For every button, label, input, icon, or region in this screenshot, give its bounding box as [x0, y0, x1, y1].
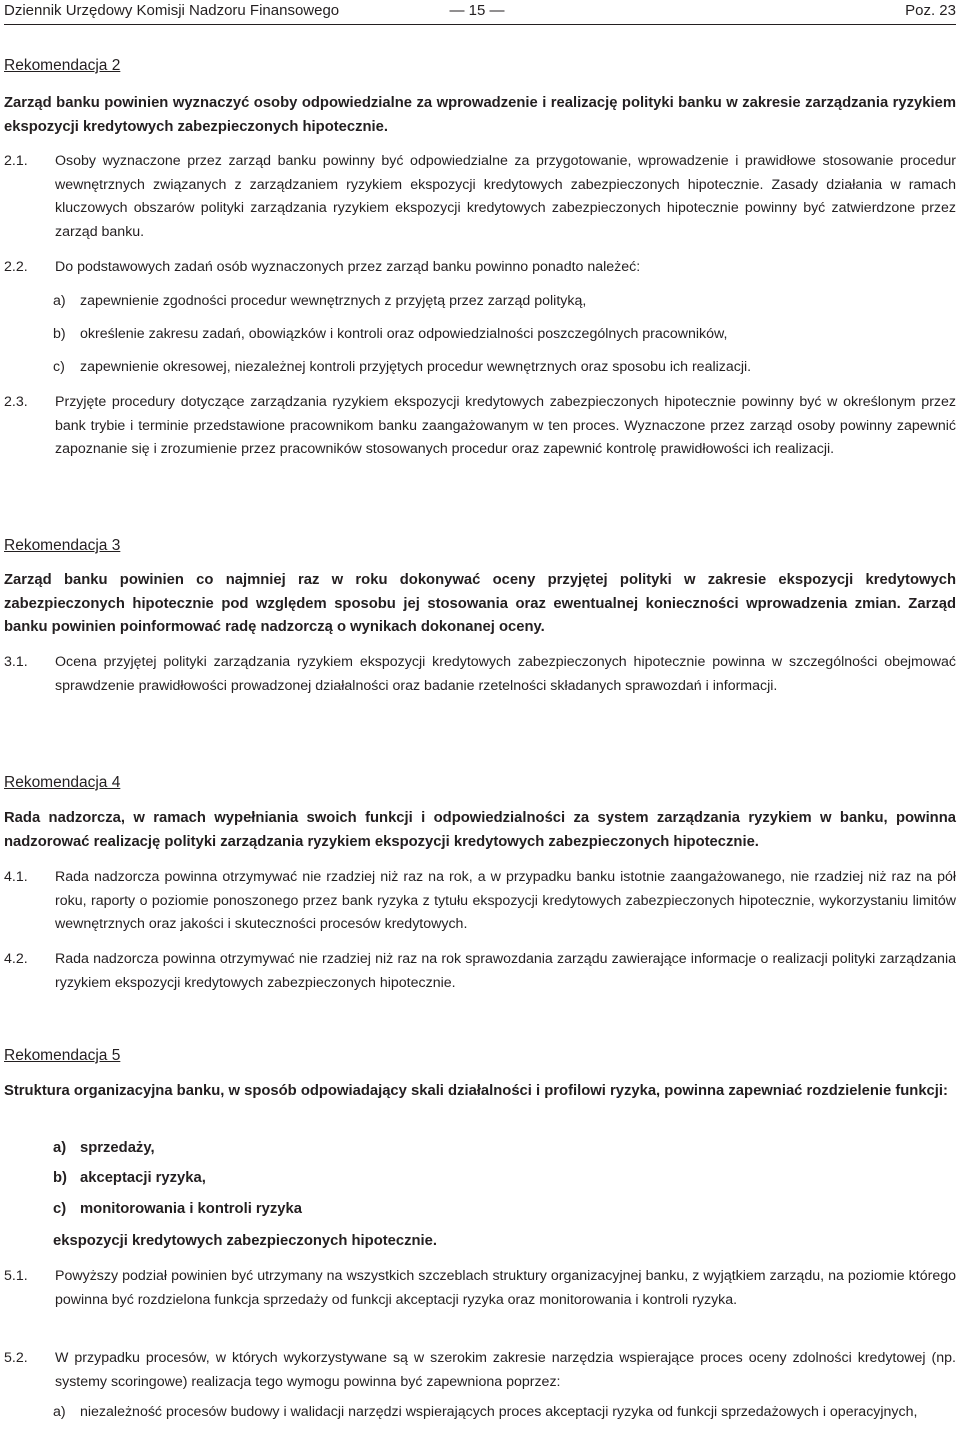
recommendation-2-heading: Rekomendacja 2 — [4, 57, 121, 74]
recommendation-4-heading: Rekomendacja 4 — [4, 774, 121, 791]
list-item-text: niezależność procesów budowy i walidacji narzędzi wspierających proces akceptacji ryzyka od funkcji sprzedażowych i operacyjnych, — [80, 1404, 918, 1420]
list-item-text: zapewnienie okresowej, niezależnej kontroli przyjętych procedur wewnętrznych oraz sposobu ich realizacji. — [80, 359, 752, 375]
section-5-1 — [4, 1265, 956, 1312]
list-item-text: sprzedaży, — [80, 1140, 155, 1156]
list-item-label: b) — [53, 1170, 67, 1186]
journal-title: Dziennik Urzędowy Komisji Nadzoru Finansowego — [4, 2, 340, 19]
list-item-text: określenie zakresu zadań, obowiązków i kontroli oraz odpowiedzialności poszczególnych pracowników, — [80, 326, 728, 342]
recommendation-3-statement: Zarząd banku powinien co najmniej raz w roku dokonywać oceny przyjętej polityki w zakresie ekspozycji kredytowych zabezpieczonych hipotecznie pod względem sposobu jej stosowania oraz ewentualnej konieczności wprowadzenia zmian. Zarząd banku powinien poinformować radę nadzorczą o wynikach dokonanej oceny. — [4, 572, 956, 635]
section-4-1 — [4, 866, 956, 937]
recommendation-2-statement: Zarząd banku powinien wyznaczyć osoby odpowiedzialne za wprowadzenie i realizację polityki banku w zakresie zarządzania ryzykiem ekspozycji kredytowych zabezpieczonych hipotecznie. — [4, 95, 956, 135]
section-3-1 — [4, 651, 956, 698]
recommendation-5-closing: ekspozycji kredytowych zabezpieczonych hipotecznie. — [53, 1233, 438, 1249]
list-item — [53, 1198, 955, 1222]
section-text: Do podstawowych zadań osób wyznaczonych przez zarząd banku powinno ponadto należeć: — [55, 259, 641, 275]
list-item — [53, 323, 955, 347]
page-header — [4, 0, 956, 25]
recommendation-5-statement: Struktura organizacyjna banku, w sposób odpowiadający skali działalności i profilowi ryzyka, powinna zapewniać rozdzielenie funkcji: — [4, 1083, 948, 1099]
section-text: Powyższy podział powinien być utrzymany na wszystkich szczeblach struktury organizacyjnej banku, z wyjątkiem zarządu, na poziomie którego powinna być rozdzielona funkcja sprzedaży od funkcji akceptacji ryzyka oraz monitorowania i kontroli ryzyka. — [55, 1268, 956, 1308]
section-2-3 — [4, 391, 956, 462]
list-item-label: b) — [53, 326, 66, 342]
recommendation-4-statement: Rada nadzorcza, w ramach wypełniania swoich funkcji i odpowiedzialności za system zarządzania ryzykiem w banku, powinna nadzorować realizację polityki zarządzania ryzykiem ekspozycji kredytowych zabezpieczonych hipotecznie. — [4, 810, 956, 850]
section-4-2 — [4, 948, 956, 995]
section-text: W przypadku procesów, w których wykorzystywane są w szerokim zakresie narzędzia wspierające proces oceny zdolności kredytowej (np. systemy scoringowe) realizacja tego wymogu powinna być zapewniona poprzez: — [55, 1350, 956, 1390]
section-text: Rada nadzorcza powinna otrzymywać nie rzadziej niż raz na rok, a w przypadku banku istotnie zaangażowanego, nie rzadziej niż raz na pół roku, raporty o poziomie ponoszonego przez bank ryzyka z tytułu ekspozycji kredytowych zabezpieczonych hipotecznie, wykorzystaniu limitów wewnętrznych oraz jakości i skuteczności procesów kredytowych. — [55, 869, 956, 932]
section-number: 2.1. — [4, 153, 28, 169]
section-number: 5.2. — [4, 1350, 28, 1366]
recommendation-5-heading: Rekomendacja 5 — [4, 1047, 121, 1064]
position-number: Poz. 23 — [905, 2, 956, 19]
section-number: 4.1. — [4, 869, 28, 885]
list-item-label: a) — [53, 293, 66, 309]
section-number: 2.2. — [4, 259, 28, 275]
section-number: 2.3. — [4, 394, 28, 410]
list-item — [53, 1401, 955, 1425]
section-text: Rada nadzorcza powinna otrzymywać nie rzadziej niż raz na rok sprawozdania zarządu zawierające informacje o realizacji polityki zarządzania ryzykiem ekspozycji kredytowych zabezpieczonych hipotecznie. — [55, 951, 956, 991]
recommendation-3-heading: Rekomendacja 3 — [4, 537, 121, 554]
list-item-text: zapewnienie zgodności procedur wewnętrznych z przyjętą przez zarząd polityką, — [80, 293, 587, 309]
list-item-label: a) — [53, 1140, 67, 1156]
list-item-text: monitorowania i kontroli ryzyka — [80, 1201, 302, 1217]
section-5-2 — [4, 1347, 956, 1394]
section-text: Osoby wyznaczone przez zarząd banku powinny być odpowiedzialne za przygotowanie, wprowadzenie i prawidłowe stosowanie procedur wewnętrznych związanych z zarządzaniem ryzykiem ekspozycji kredytowych zabezpieczonych hipotecznie. Zasady działania w ramach kluczowych obszarów polityki zarządzania ryzykiem ekspozycji kredytowych zabezpieczonych hipotecznie powinny być zatwierdzone przez zarząd banku. — [55, 153, 956, 240]
section-number: 3.1. — [4, 654, 28, 670]
list-item — [53, 1167, 955, 1191]
list-item-label: a) — [53, 1404, 66, 1420]
list-item — [53, 1137, 955, 1161]
list-item — [53, 290, 955, 314]
section-number: 4.2. — [4, 951, 28, 967]
list-item-label: c) — [53, 1201, 67, 1217]
page-number: — 15 — — [449, 2, 505, 19]
section-number: 5.1. — [4, 1268, 28, 1284]
section-text: Ocena przyjętej polityki zarządzania ryzykiem ekspozycji kredytowych zabezpieczonych hipotecznie powinna w szczególności obejmować sprawdzenie prawidłowości prowadzonej działalności oraz badanie rzetelności składanych sprawozdań i informacji. — [55, 654, 956, 694]
section-text: Przyjęte procedury dotyczące zarządzania ryzykiem ekspozycji kredytowych zabezpieczonych hipotecznie powinny być w określonym przez bank trybie i terminie przedstawione pracownikom banku zaangażowanym w ten proces. Wyznaczone przez zarząd osoby powinny zapewnić zapoznanie się i zrozumienie przez pracowników stosowanych procedur oraz zapewnić kontrolę prawidłowości ich realizacji. — [55, 394, 956, 457]
section-2-2 — [4, 256, 956, 280]
section-2-1 — [4, 150, 956, 244]
list-item — [53, 356, 955, 380]
list-item-text: akceptacji ryzyka, — [80, 1170, 206, 1186]
list-item-label: c) — [53, 359, 65, 375]
